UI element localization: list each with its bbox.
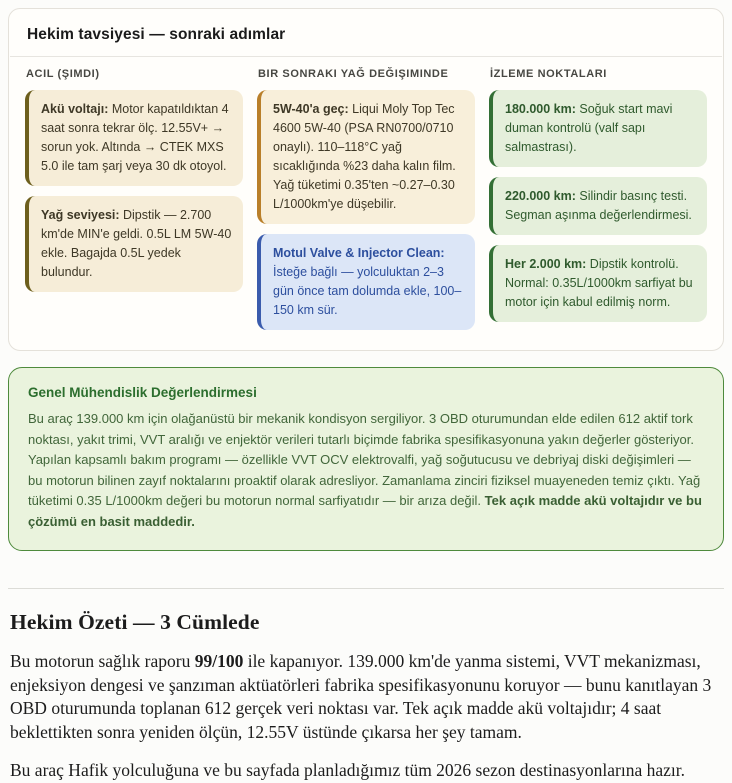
summary-p1-score: 99/100 [194,651,244,671]
note-lead: Her 2.000 km: [505,257,587,271]
advice-column-urgent-header: ACIL (ŞIMDI) [26,68,100,80]
summary-p1-before: Bu motorun sağlık raporu [10,651,195,671]
note-text: Soğuk start mavi duman kontrolü (valf sapı salmastrası). [505,102,673,154]
advice-column-watch-points [489,68,707,330]
summary-heading: Hekim Özeti — 3 Cümlede [10,610,260,634]
advice-columns [9,57,723,350]
note-lead: Akü voltajı: [41,102,109,116]
note-battery-voltage [25,90,243,186]
advice-column-watch-points-header: İZLEME NOKTALARI [490,68,607,80]
assessment-body-text: Bu araç 139.000 km için olağanüstü bir mekanik kondisyon sergiliyor. 3 OBD oturumundan elde edilen 612 aktif tork noktası, yakıt trimi, VVT aralığı ve enjektör verileri tutarlı biçimde fabrika spesifikasyonuna yakın değerler gösteriyor. Yapılan kapsamlı bakım programı — özellikle VVT OCV elektrovalfi, yağ soğutucusu ve debriyaj diski değişimleri — bu motorun bilinen zayıf noktalarını proaktif olarak adresliyor. Zamanlama zinciri fiziksel muayeneden temiz çıktı. Yağ tüketimi 0.35 L/1000km değeri bu motorun normal sarfiyatıdır — bir arıza değil. [28,411,701,508]
note-lead: 220.000 km: [505,189,576,203]
advice-column-next-oil-change [257,68,475,330]
summary-section [8,589,724,783]
note-text: Motor kapatıldıktan 4 saat sonra tekrar ölç. 12.55V+ → sorun yok. Altında → CTEK MXS 5.0 ile tam şarj veya 30 dk otoyol. [41,102,229,173]
summary-paragraph-1 [10,650,720,744]
summary-paragraph-2: Bu araç Hafik yolculuğuna ve bu sayfada planladığımız tüm 2026 sezon destinasyonlarına hazır. [10,760,686,781]
note-text: Silindir basınç testi. Segman aşınma değerlendirmesi. [505,189,692,222]
note-text: Dipstik kontrolü. Normal: 0.35L/1000km sarfiyat bu motor için kabul edilmiş norm. [505,257,693,309]
note-text: İsteğe bağlı — yolculuktan 2–3 gün önce tam dolumda ekle, 100–150 km sür. [273,265,462,317]
assessment-card [8,367,724,551]
note-220000km [489,177,707,235]
advice-card-title: Hekim tavsiyesi — sonraki adımlar [27,26,286,43]
note-text: Liqui Moly Top Tec 4600 5W-40 (PSA RN0700/0710 onaylı). 110–118°C yağ sıcaklığında %23 daha kalın film. Yağ tüketimi 0.35'ten ~0.27–0.30 L/1000km'ye düşebilir. [273,102,456,211]
advice-card [8,8,724,351]
note-180000km [489,90,707,167]
assessment-card-title: Genel Mühendislik Değerlendirmesi [28,385,257,400]
note-switch-5w40 [257,90,475,224]
advice-column-urgent [25,68,243,330]
assessment-card-body [28,409,704,532]
note-lead: 5W-40'a geç: [273,102,349,116]
note-injector-clean [257,234,475,330]
note-text: Dipstik — 2.700 km'de MIN'e geldi. 0.5L LM 5W-40 ekle. Bagajda 0.5L yedek bulundur. [41,208,232,279]
advice-column-next-oil-change-header: BIR SONRAKI YAĞ DEĞIŞIMINDE [258,68,449,80]
note-oil-level [25,196,243,292]
note-every-2000km [489,245,707,322]
note-lead: Motul Valve & Injector Clean: [273,246,445,260]
note-lead: 180.000 km: [505,102,576,116]
summary-p1-after: ile kapanıyor. 139.000 km'de yanma sistemi, VVT mekanizması, enjeksiyon dengesi ve şanzıman aktüatörleri fabrika spesifikasyonunu koruyor — bunu kanıtlayan 3 OBD oturumunda toplanan 612 gerçek veri noktası var. Tek açık madde akü voltajıdır; 4 saat beklettikten sonra yeniden ölçün, 12.55V üstünde çıkarsa her şey tamam. [10,651,712,742]
note-lead: Yağ seviyesi: [41,208,120,222]
assessment-body-bold: Tek açık madde akü voltajıdır ve bu çözümü en basit maddedir. [28,493,702,529]
